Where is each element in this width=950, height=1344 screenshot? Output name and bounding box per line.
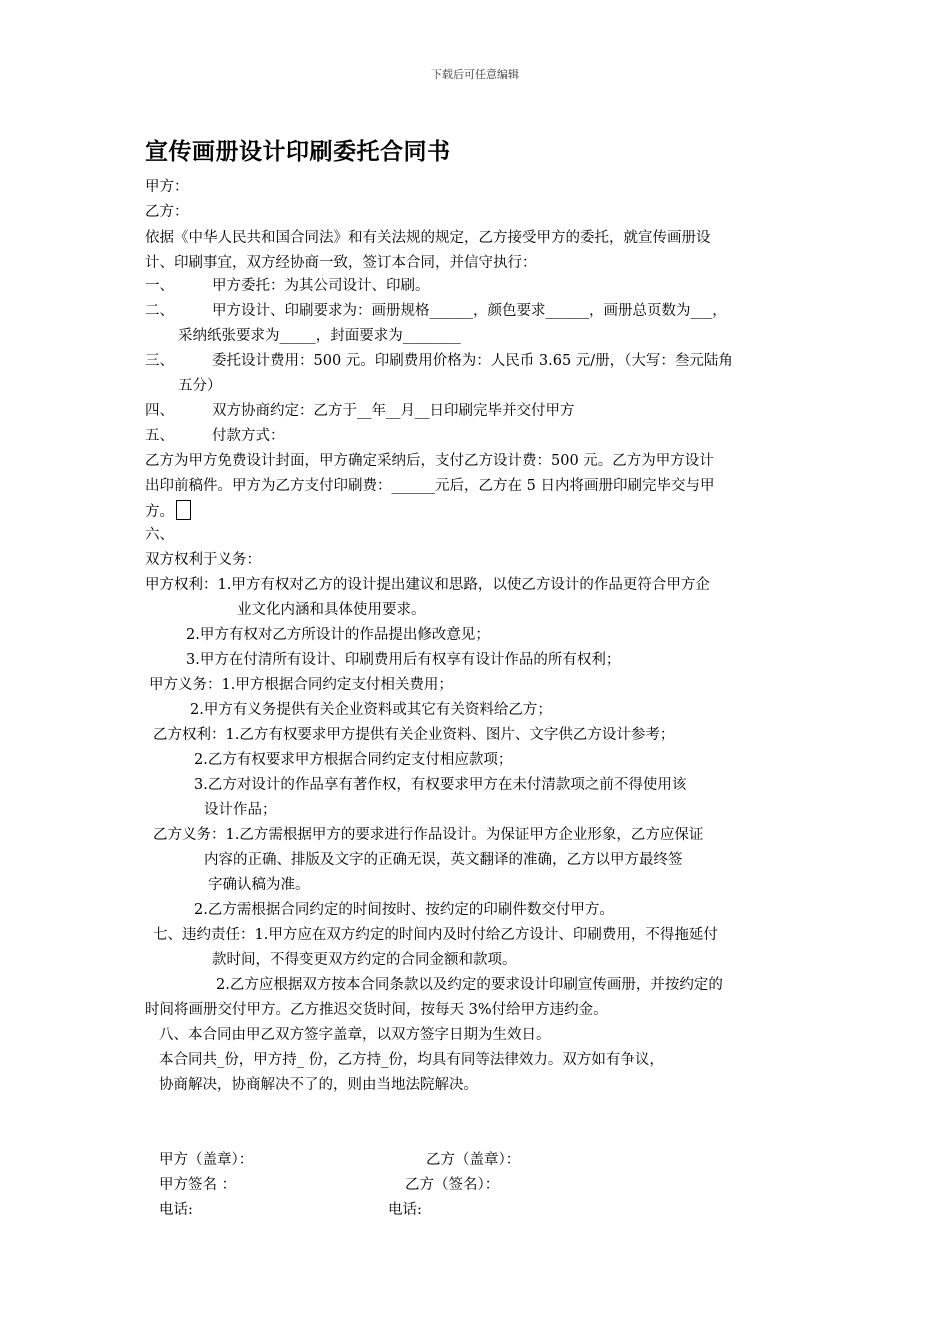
clause-9-line-2: 协商解决，协商解决不了的，则由当地法院解决。 bbox=[159, 1077, 478, 1093]
clause-5-number: 五、 bbox=[145, 428, 174, 444]
clause-8: 八、本合同由甲乙双方签字盖章，以双方签字日期为生效日。 bbox=[159, 1027, 551, 1043]
party-a-rights-1: 甲方权利：1.甲方有权对乙方的设计提出建议和思路，以使乙方设计的作品更符合甲方企 bbox=[145, 577, 710, 593]
clause-7-line-2-cont: 时间将画册交付甲方。乙方推迟交货时间，按每天 3%付给甲方违约金。 bbox=[145, 1002, 608, 1018]
party-a-label: 甲方： bbox=[145, 179, 189, 195]
party-b-rights-3-cont: 设计作品； bbox=[204, 802, 277, 818]
party-a-rights-2: 2.甲方有权对乙方所设计的作品提出修改意见； bbox=[186, 627, 490, 643]
document-title: 宣传画册设计印刷委托合同书 bbox=[145, 139, 451, 165]
clause-5-text: 付款方式： bbox=[212, 428, 285, 444]
payment-line-3-wrap bbox=[145, 500, 191, 522]
party-b-obligations-1-cont: 内容的正确、排版及文字的正确无误，英文翻译的准确，乙方以甲方最终签 bbox=[204, 852, 683, 868]
clause-1-text: 甲方委托：为其公司设计、印刷。 bbox=[212, 278, 430, 294]
party-b-rights-3: 3.乙方对设计的作品享有著作权，有权要求甲方在未付清款项之前不得使用该 bbox=[194, 777, 687, 793]
party-a-obligations-2: 2.甲方有义务提供有关企业资料或其它有关资料给乙方； bbox=[190, 702, 552, 718]
party-a-phone-label: 电话: bbox=[159, 1202, 193, 1218]
party-b-label: 乙方： bbox=[145, 204, 189, 220]
clause-4-number: 四、 bbox=[145, 403, 174, 419]
party-a-seal-label: 甲方（盖章）： bbox=[159, 1152, 254, 1168]
clause-2-number: 二、 bbox=[145, 303, 174, 319]
clause-2-line-1: 甲方设计、印刷要求为：画册规格______，颜色要求______，画册总页数为___， bbox=[212, 303, 727, 319]
party-b-sign-label: 乙方（签名）： bbox=[405, 1177, 500, 1193]
party-b-seal-label: 乙方（盖章）： bbox=[426, 1152, 521, 1168]
clause-6-number: 六、 bbox=[145, 527, 174, 543]
intro-line-1: 依据《中华人民共和国合同法》和有关法规的规定，乙方接受甲方的委托，就宣传画册设 bbox=[145, 230, 711, 246]
empty-box-icon bbox=[176, 500, 191, 520]
clause-3-line-1: 委托设计费用：500 元。印刷费用价格为：人民币 3.65 元/册，（大写：叁元陆角 bbox=[212, 353, 733, 369]
clause-1-number: 一、 bbox=[145, 278, 174, 294]
payment-line-1: 乙方为甲方免费设计封面，甲方确定采纳后，支付乙方设计费：500 元。乙方为甲方设计 bbox=[145, 453, 714, 469]
party-a-sign-label: 甲方签名 ： bbox=[159, 1177, 237, 1193]
clause-7-line-1-cont: 款时间，不得变更双方约定的合同金额和款项。 bbox=[212, 952, 517, 968]
clause-3-number: 三、 bbox=[145, 353, 174, 369]
party-b-rights-1: 乙方权利：1.乙方有权要求甲方提供有关企业资料、图片、文字供乙方设计参考； bbox=[153, 727, 675, 743]
clause-7-line-1: 七、违约责任：1.甲方应在双方约定的时间内及时付给乙方设计、印刷费用，不得拖延付 bbox=[153, 927, 718, 943]
page-header-note: 下载后可任意编辑 bbox=[431, 68, 519, 81]
party-b-obligations-1-cont2: 字确认稿为准。 bbox=[208, 877, 310, 893]
party-b-obligations-2: 2.乙方需根据合同约定的时间按时、按约定的印刷件数交付甲方。 bbox=[194, 902, 614, 918]
clause-6-title: 双方权利于义务： bbox=[145, 552, 261, 568]
clause-3-line-2: 五分） bbox=[178, 378, 222, 394]
party-b-rights-2: 2.乙方有权要求甲方根据合同约定支付相应款项； bbox=[194, 752, 513, 768]
payment-line-3: 方。 bbox=[145, 504, 174, 520]
clause-2-line-2: 采纳纸张要求为_____，封面要求为________ bbox=[178, 328, 461, 344]
party-a-rights-1-cont: 业文化内涵和具体使用要求。 bbox=[237, 602, 426, 618]
party-a-obligations-1: 甲方义务：1.甲方根据合同约定支付相关费用； bbox=[149, 677, 453, 693]
party-b-phone-label: 电话: bbox=[388, 1202, 422, 1218]
payment-line-2: 出印前稿件。甲方为乙方支付印刷费：______元后，乙方在 5 日内将画册印刷完毕交与甲 bbox=[145, 478, 715, 494]
intro-line-2: 计、印刷事宜，双方经协商一致，签订本合同，并信守执行： bbox=[145, 255, 537, 271]
party-a-rights-3: 3.甲方在付清所有设计、印刷费用后有权享有设计作品的所有权利； bbox=[186, 652, 621, 668]
party-b-obligations-1: 乙方义务：1.乙方需根据甲方的要求进行作品设计。为保证甲方企业形象，乙方应保证 bbox=[153, 827, 704, 843]
clause-4-text: 双方协商约定：乙方于__年__月__日印刷完毕并交付甲方 bbox=[212, 403, 575, 419]
clause-9-line-1: 本合同共_份，甲方持_ 份，乙方持_份，均具有同等法律效力。双方如有争议， bbox=[159, 1052, 664, 1068]
clause-7-line-2: 2.乙方应根据双方按本合同条款以及约定的要求设计印刷宣传画册，并按约定的 bbox=[216, 977, 723, 993]
